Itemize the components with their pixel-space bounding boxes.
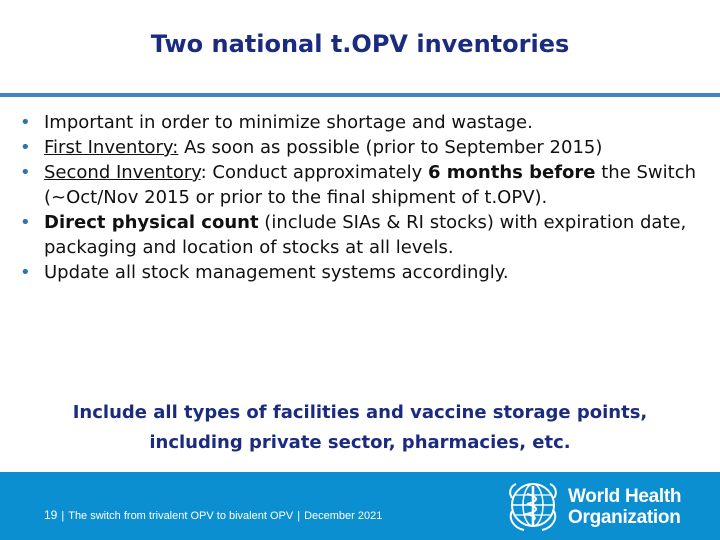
bullet-item [20, 110, 710, 135]
footer-separator: | [297, 510, 301, 522]
footer-caption [44, 508, 382, 522]
who-wordmark [568, 486, 681, 528]
bullet-text: Update all stock management systems accordingly. [44, 262, 509, 283]
bullet-emphasis: Direct physical count [44, 212, 259, 233]
bullet-label: First Inventory: [44, 137, 179, 158]
title-divider [0, 93, 720, 97]
callout-line: including private sector, pharmacies, etc. [149, 432, 571, 453]
bullet-emphasis: 6 months before [428, 162, 596, 183]
slide-title: Two national t.OPV inventories [150, 30, 570, 58]
footer-separator: | [61, 510, 65, 522]
page-number: 19 [44, 508, 58, 522]
bullet-item [20, 210, 710, 260]
bullet-list [20, 110, 710, 285]
bullet-item [20, 260, 710, 285]
bullet-item [20, 160, 710, 210]
bullet-dot: • [20, 162, 31, 183]
bullet-dot: • [20, 112, 31, 133]
who-wordmark-line: World Health [568, 486, 682, 507]
bullet-dot: • [20, 212, 31, 233]
who-logo [504, 478, 704, 534]
callout-line: Include all types of facilities and vaccine storage points, [72, 402, 648, 423]
bullet-label: Second Inventory [44, 162, 201, 183]
footer-bar [0, 472, 720, 540]
bullet-dot: • [20, 137, 31, 158]
bullet-text: (include SIAs & RI stocks) with expiration date, packaging and location of stocks at all levels. [44, 212, 687, 258]
bullet-text: Important in order to minimize shortage and wastage. [44, 112, 533, 133]
footer-subtitle: The switch from trivalent OPV to bivalent OPV [68, 510, 294, 522]
callout-text [40, 398, 680, 458]
bullet-text: : Conduct approximately [200, 162, 428, 183]
who-emblem-icon [504, 478, 562, 534]
bullet-text: the Switch (~Oct/Nov 2015 or prior to the final shipment of t.OPV). [44, 162, 697, 208]
bullet-text: As soon as possible (prior to September 2015) [178, 137, 603, 158]
bullet-item [20, 135, 710, 160]
bullet-dot: • [20, 262, 31, 283]
footer-date: December 2021 [304, 510, 383, 522]
who-wordmark-line: Organization [568, 507, 681, 528]
